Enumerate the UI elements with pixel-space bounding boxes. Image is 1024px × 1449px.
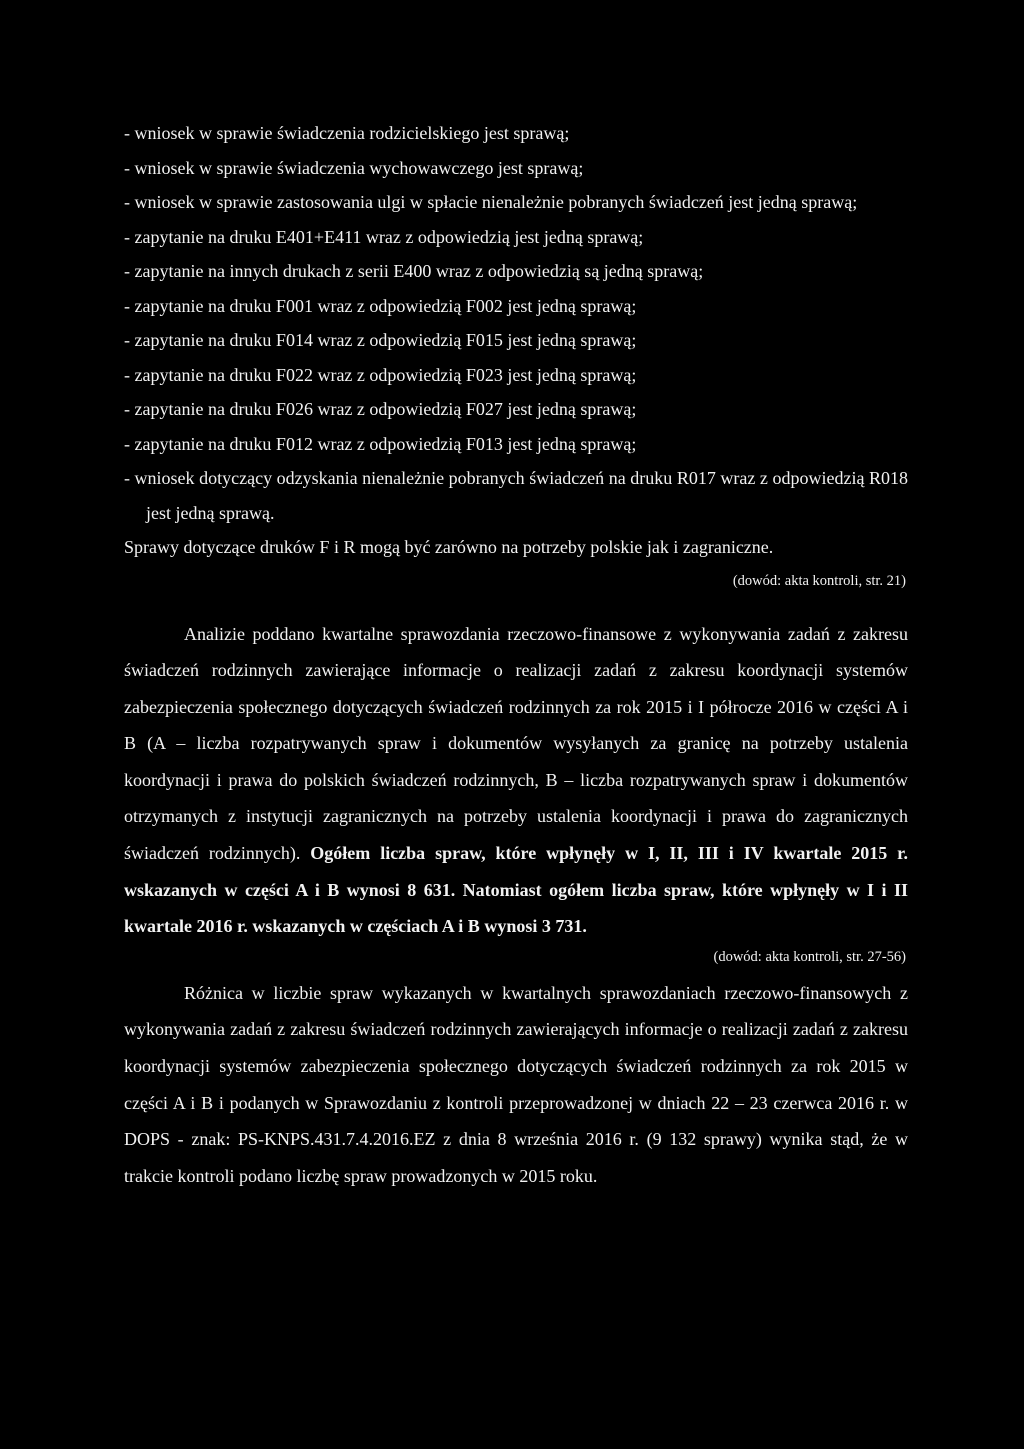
list-item: - wniosek w sprawie świadczenia rodzicielskiego jest sprawą; xyxy=(124,123,570,143)
list-item: - zapytanie na druku F014 wraz z odpowiedzią F015 jest jedną sprawą; xyxy=(124,330,637,350)
list-item: - zapytanie na druku F001 wraz z odpowiedzią F002 jest jedną sprawą; xyxy=(124,295,637,316)
list-item: - wniosek w sprawie zastosowania ulgi w spłacie nienależnie pobranych świadczeń jest jedną sprawą; xyxy=(124,192,858,212)
analysis-bold-summary: Ogółem liczba spraw, które wpłynęły w I, II, III i IV kwartale 2015 r. wskazanych w części A i B wynosi 8 631. Natomiast ogółem liczba spraw, które wpłynęły w I i II kwartale 2016 r. wskazanych w częściach A i B wynosi 3 731. xyxy=(124,843,908,937)
list-item: - wniosek w sprawie świadczenia wychowawczego jest sprawą; xyxy=(124,157,584,178)
case-definition-list xyxy=(124,116,908,530)
evidence-reference: (dowód: akta kontroli, str. 27-56) xyxy=(713,948,906,965)
document-page xyxy=(124,116,908,1194)
analysis-paragraph xyxy=(124,616,908,945)
list-item: - zapytanie na druku E401+E411 wraz z odpowiedzią jest jedną sprawą; xyxy=(124,226,644,247)
difference-paragraph: Różnica w liczbie spraw wykazanych w kwartalnych sprawozdaniach rzeczowo-finansowych z wykonywania zadań z zakresu świadczeń rodzinnych zawierających informacje o realizacji zadań z zakresu koordynacji systemów zabezpieczenia społecznego dotyczących świadczeń rodzinnych za rok 2015 w części A i B i podanych w Sprawozdaniu z kontroli przeprowadzonej w dniach 22 – 23 czerwca 2016 r. w DOPS - znak: PS-KNPS.431.7.4.2016.EZ z dnia 8 września 2016 r. (9 132 sprawy) wynika stąd, że w trakcie kontroli podano liczbę spraw prowadzonych w 2015 roku. xyxy=(124,982,908,1186)
list-item: - zapytanie na druku F012 wraz z odpowiedzią F013 jest jedną sprawą; xyxy=(124,433,637,454)
analysis-text: Analizie poddano kwartalne sprawozdania rzeczowo-finansowe z wykonywania zadań z zakresu świadczeń rodzinnych zawierające informacje o realizacji zadań z zakresu koordynacji systemów zabezpieczenia społecznego dotyczących świadczeń rodzinnych za rok 2015 i I półrocze 2016 w części A i B (A – liczba rozpatrywanych spraw i dokumentów wysyłanych za granicę na potrzeby ustalenia koordynacji i prawa do polskich świadczeń rodzinnych, B – liczba rozpatrywanych spraw i dokumentów otrzymanych z instytucji zagranicznych na potrzeby ustalenia koordynacji i prawa do zagranicznych świadczeń rodzinnych). xyxy=(124,623,908,864)
forms-note: Sprawy dotyczące druków F i R mogą być zarówno na potrzeby polskie jak i zagraniczne. xyxy=(124,537,774,557)
list-item: - zapytanie na innych drukach z serii E400 wraz z odpowiedzią są jedną sprawą; xyxy=(124,261,704,281)
evidence-reference: (dowód: akta kontroli, str. 21) xyxy=(732,572,906,589)
list-item: - zapytanie na druku F026 wraz z odpowiedzią F027 jest jedną sprawą; xyxy=(124,399,637,419)
list-item: - wniosek dotyczący odzyskania nienależnie pobranych świadczeń na druku R017 wraz z odpowiedzią R018 jest jedną sprawą. xyxy=(124,468,908,523)
list-item: - zapytanie na druku F022 wraz z odpowiedzią F023 jest jedną sprawą; xyxy=(124,364,637,385)
